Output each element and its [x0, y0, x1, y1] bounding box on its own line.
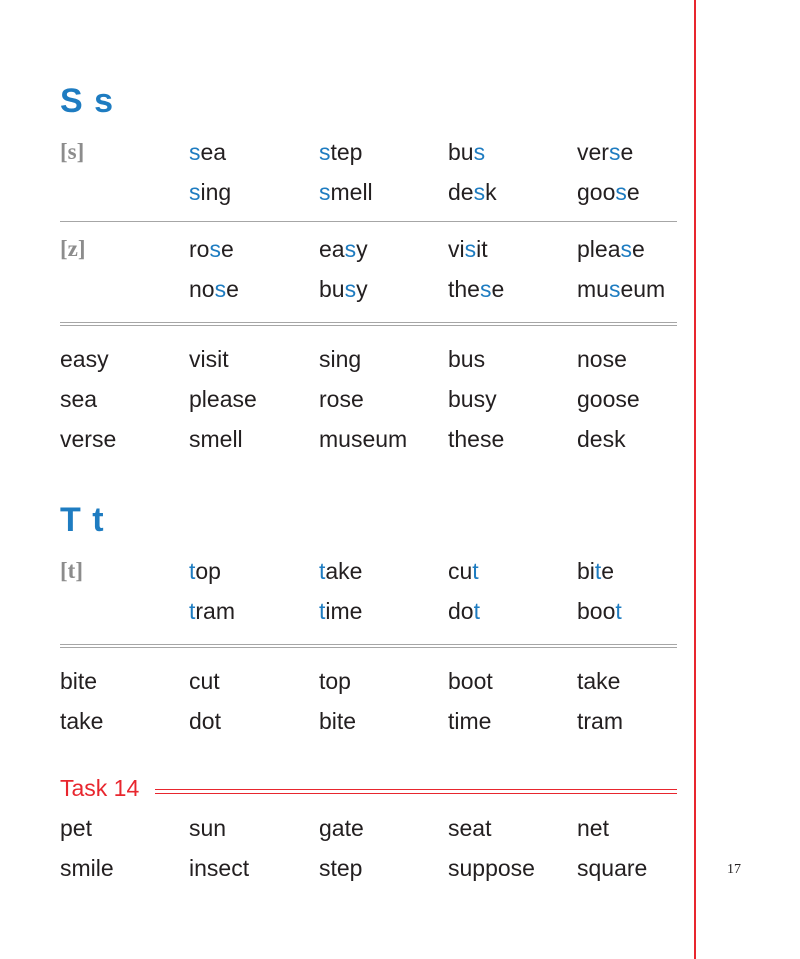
phonetic-symbol: [s] [60, 139, 85, 164]
divider-line [60, 221, 677, 222]
example-word: smell [319, 179, 373, 205]
phonetic-row [60, 551, 680, 591]
word: sing [319, 346, 362, 372]
word: please [189, 386, 257, 412]
word: desk [577, 426, 626, 452]
page-margin-line [694, 0, 696, 959]
example-word: sing [189, 179, 232, 205]
example-word: easy [319, 236, 368, 262]
word: boot [448, 668, 493, 694]
word: rose [319, 386, 364, 412]
word-grid-row [60, 701, 680, 741]
task-label: Task 14 [60, 775, 140, 801]
word: goose [577, 386, 640, 412]
word: smell [189, 426, 243, 452]
example-word: take [319, 558, 363, 584]
word: cut [189, 668, 220, 694]
example-word: goose [577, 179, 640, 205]
double-divider-line [60, 322, 677, 326]
task-divider-line [155, 789, 677, 794]
word: visit [189, 346, 229, 372]
example-word: nose [189, 276, 239, 302]
letter-heading-s: S s [60, 82, 115, 120]
word: busy [448, 386, 497, 412]
word: net [577, 815, 609, 841]
word: step [319, 855, 363, 881]
example-word: sea [189, 139, 227, 165]
phonetic-symbol: [z] [60, 236, 86, 261]
example-word: dot [448, 598, 480, 624]
word: top [319, 668, 351, 694]
example-word: busy [319, 276, 368, 302]
word: dot [189, 708, 221, 734]
example-word: top [189, 558, 221, 584]
example-word: cut [448, 558, 479, 584]
word-grid-row [60, 848, 680, 888]
double-divider-line [60, 644, 677, 648]
phonetic-row [60, 132, 680, 172]
word: smile [60, 855, 114, 881]
phonetic-row [60, 591, 680, 631]
word: museum [319, 426, 408, 452]
word-grid-row [60, 419, 680, 459]
word: take [60, 708, 104, 734]
word: bite [60, 668, 98, 694]
phonetic-row [60, 229, 680, 269]
example-word: museum [577, 276, 666, 302]
example-word: rose [189, 236, 234, 262]
phonetic-row [60, 172, 680, 212]
word: sea [60, 386, 98, 412]
word-grid-row [60, 661, 680, 701]
word: gate [319, 815, 364, 841]
example-word: boot [577, 598, 622, 624]
word: insect [189, 855, 250, 881]
example-word: visit [448, 236, 488, 262]
word-grid-row [60, 808, 680, 848]
word: verse [60, 426, 117, 452]
example-word: bite [577, 558, 615, 584]
word: nose [577, 346, 627, 372]
word-grid-row [60, 379, 680, 419]
phonetic-row [60, 269, 680, 309]
letter-heading-t: T t [60, 501, 105, 539]
example-word: tram [189, 598, 236, 624]
word: take [577, 668, 621, 694]
word: seat [448, 815, 492, 841]
word: these [448, 426, 505, 452]
example-word: please [577, 236, 645, 262]
word: pet [60, 815, 92, 841]
phonetic-symbol: [t] [60, 558, 83, 583]
word-grid-row [60, 339, 680, 379]
word: easy [60, 346, 109, 372]
word: square [577, 855, 648, 881]
word: bite [319, 708, 357, 734]
word: suppose [448, 855, 535, 881]
word: time [448, 708, 492, 734]
example-word: time [319, 598, 363, 624]
example-word: bus [448, 139, 486, 165]
example-word: desk [448, 179, 497, 205]
word: sun [189, 815, 227, 841]
example-word: these [448, 276, 505, 302]
example-word: verse [577, 139, 634, 165]
example-word: step [319, 139, 363, 165]
word: bus [448, 346, 486, 372]
word: tram [577, 708, 623, 734]
page-number: 17 [727, 862, 741, 877]
